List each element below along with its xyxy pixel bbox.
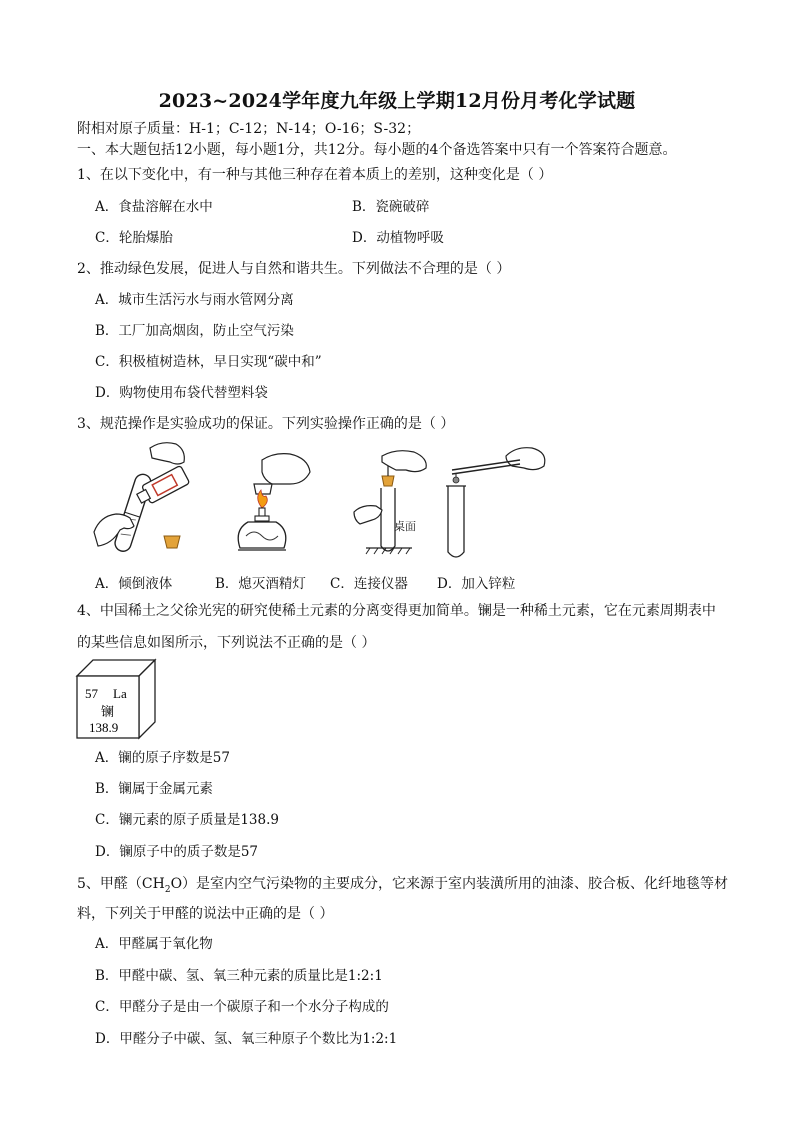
question-4-stem-line1: 4、中国稀土之父徐光宪的研究使稀土元素的分离变得更加简单。镧是一种稀土元素，它在元素周期表中 — [77, 603, 716, 619]
element-card-lanthanum — [77, 660, 157, 740]
page-title: 2023~2024学年度九年级上学期12月份月考化学试题 — [158, 90, 636, 112]
figure-connecting-apparatus — [352, 448, 432, 563]
atomic-masses: 附相对原子质量：H-1；C-12；N-14；O-16；S-32； — [77, 121, 421, 137]
element-atomic-mass: 138.9 — [89, 720, 119, 735]
question-2-option-d: D．购物使用布袋代替塑料袋 — [95, 385, 268, 401]
question-1-option-a: A．食盐溶解在水中 — [95, 199, 213, 215]
question-5-option-a: A．甲醛属于氧化物 — [95, 936, 213, 952]
question-3-option-c: C．连接仪器 — [330, 576, 408, 592]
question-2-option-c: C．积极植树造林，早日实现“碳中和” — [95, 354, 322, 370]
question-5-stem-line2: 料，下列关于甲醛的说法中正确的是（ ） — [77, 906, 334, 922]
question-4-stem-line2: 的某些信息如图所示，下列说法不正确的是（ ） — [77, 635, 376, 651]
question-5-option-d: D．甲醛分子中碳、氢、氧三种原子个数比为1:2:1 — [95, 1031, 398, 1047]
stem-remainder: O）是室内空气污染物的主要成分，它来源于室内装潢所用的油漆、胶合板、化纤地毯等材 — [170, 876, 729, 892]
question-3-option-b: B．熄灭酒精灯 — [215, 576, 306, 592]
figure-alcohol-lamp — [228, 450, 318, 565]
formula-prefix: 5、甲醛（CH — [77, 876, 165, 892]
question-1-option-d: D．动植物呼吸 — [352, 230, 444, 246]
question-4-option-d: D．镧原子中的质子数是57 — [95, 844, 259, 860]
question-3-option-a: A．倾倒液体 — [95, 576, 173, 592]
question-1-option-b: B．瓷碗破碎 — [352, 199, 430, 215]
formula-subscript: 2 — [164, 884, 171, 895]
question-5-option-b: B．甲醛中碳、氢、氧三种元素的质量比是1:2:1 — [95, 968, 383, 984]
section-heading: 一、本大题包括12小题，每小题1分，共12分。每小题的4个备选答案中只有一个答案符合题意。 — [77, 142, 677, 158]
question-4-option-c: C．镧元素的原子质量是138.9 — [95, 812, 279, 828]
question-3-stem: 3、规范操作是实验成功的保证。下列实验操作正确的是（ ） — [77, 416, 455, 432]
question-5-option-c: C．甲醛分子是由一个碳原子和一个水分子构成的 — [95, 999, 389, 1015]
question-4-option-a: A．镧的原子序数是57 — [95, 750, 230, 766]
question-2-option-b: B．工厂加高烟囱，防止空气污染 — [95, 323, 294, 339]
figure-pouring-liquid — [90, 440, 200, 565]
desk-label: 桌面 — [394, 520, 416, 533]
question-3-option-d: D．加入锌粒 — [437, 576, 516, 592]
element-atomic-number: 57 — [85, 686, 98, 701]
question-2-option-a: A．城市生活污水与雨水管网分离 — [95, 292, 294, 308]
element-name: 镧 — [101, 704, 115, 719]
question-5-stem-line1 — [77, 875, 728, 899]
question-1-option-c: C．轮胎爆胎 — [95, 230, 173, 246]
question-2-stem: 2、推动绿色发展，促进人与自然和谐共生。下列做法不合理的是（ ） — [77, 261, 511, 277]
figure-adding-zinc — [440, 440, 550, 565]
question-4-option-b: B．镧属于金属元素 — [95, 781, 213, 797]
question-1-stem: 1、在以下变化中，有一种与其他三种存在着本质上的差别，这种变化是（ ） — [77, 167, 553, 183]
element-symbol: La — [113, 686, 127, 701]
